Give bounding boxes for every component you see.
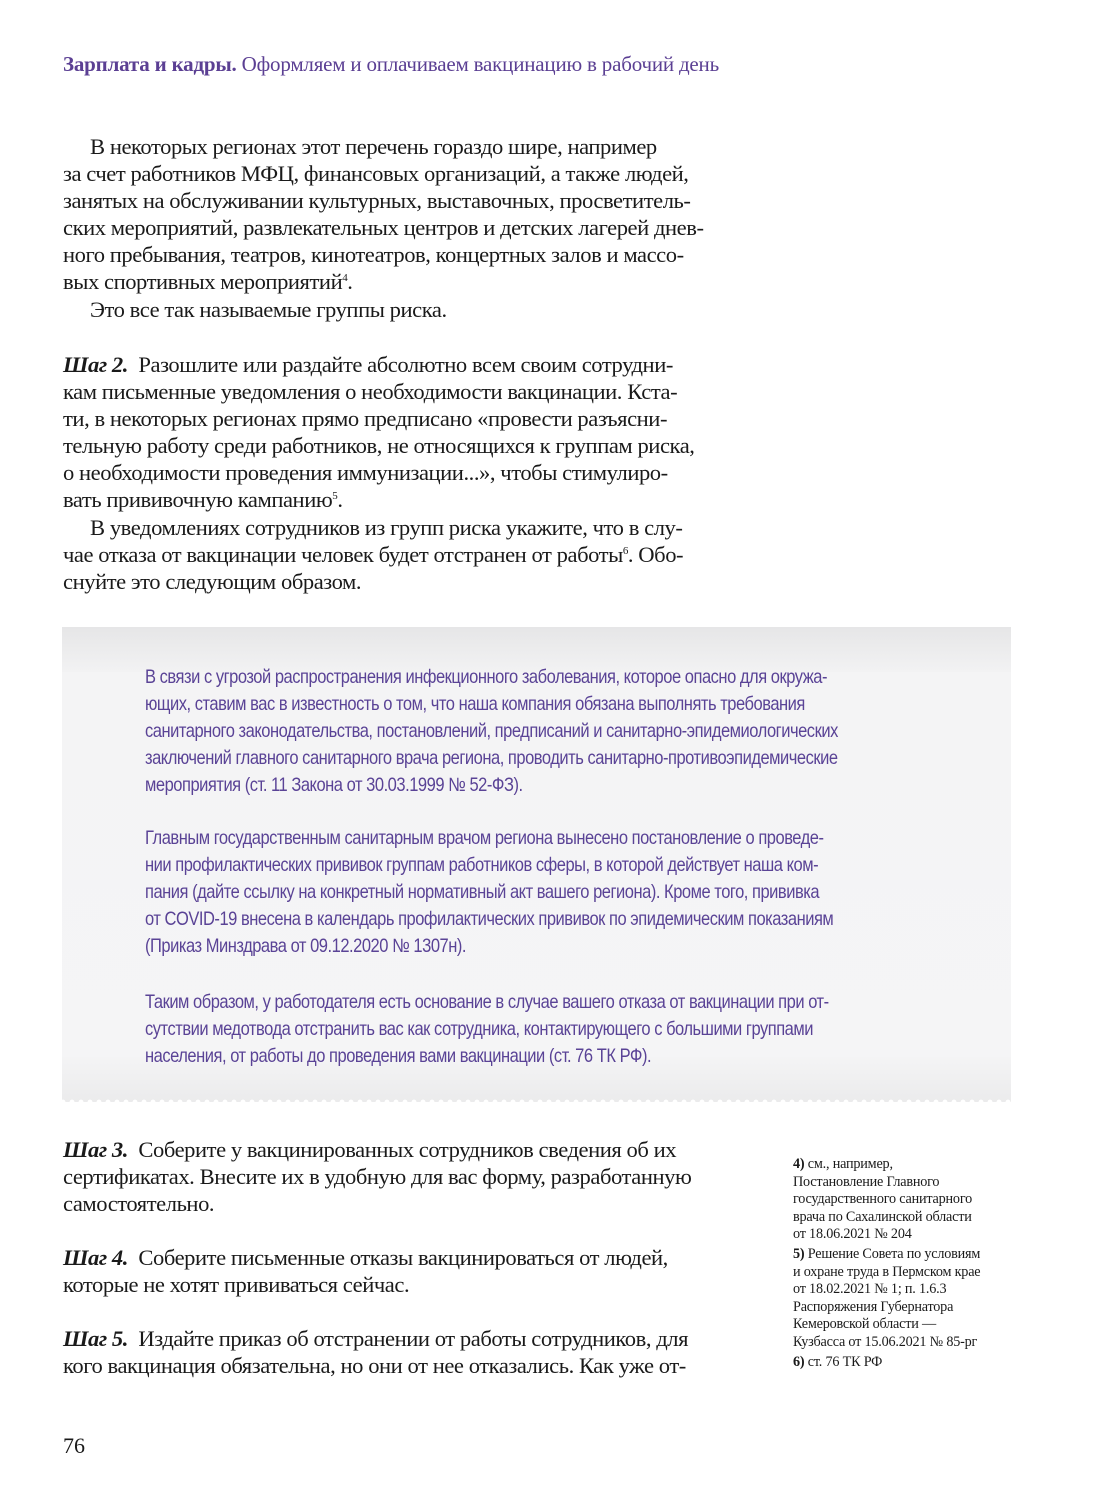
notice-line: сутствии медотвода отстранить вас как сотрудника, контактирующего с большими группами xyxy=(145,1019,814,1040)
text-fragment: Соберите у вакцинированных сотрудников сведения об их xyxy=(138,1137,677,1162)
notice-line: пания (дайте ссылку на конкретный нормативный акт вашего региона). Кроме того, прививка xyxy=(145,882,820,903)
step-4 xyxy=(63,1244,743,1298)
text-fragment: . Обо- xyxy=(627,541,684,567)
text-line: занятых на обслуживании культурных, выставочных, просветитель- xyxy=(63,188,691,214)
article-title: Оформляем и оплачиваем вакцинацию в рабочий день xyxy=(241,52,719,76)
notice-line: Главным государственным санитарным врачом региона вынесено постановление о проведе- xyxy=(145,828,824,849)
text-line: В уведомлениях сотрудников из групп риска укажите, что в слу- xyxy=(90,514,683,540)
footnote-5 xyxy=(793,1246,1023,1352)
text-line xyxy=(63,1136,743,1163)
footnote-text: врача по Сахалинской области xyxy=(793,1208,972,1225)
notice-line: населения, от работы до проведения вами вакцинации (ст. 76 ТК РФ). xyxy=(145,1046,652,1067)
notice-line: от COVID-19 внесена в календарь профилактических прививок по эпидемическим показаниям xyxy=(145,909,834,930)
page-number: 76 xyxy=(63,1433,85,1458)
text-line xyxy=(63,351,743,378)
footnote-text: от 18.02.2021 № 1; п. 1.6.3 xyxy=(793,1281,947,1298)
text-line: снуйте это следующим образом. xyxy=(63,568,362,594)
text-fragment: . xyxy=(347,269,353,295)
footnote-text: Кемеровской области — xyxy=(793,1316,936,1333)
footnote-text: Решение Совета по условиям xyxy=(807,1245,981,1262)
footnote-text: см., например, xyxy=(807,1156,893,1172)
notice-paragraph-3 xyxy=(145,989,829,1070)
text-fragment: Соберите письменные отказы вакцинироваться от людей, xyxy=(138,1245,668,1270)
footnote-text: от 18.06.2021 № 204 xyxy=(793,1226,912,1243)
notice-line: санитарного законодательства, постановлений, предписаний и санитарно-эпидемиологических xyxy=(145,721,838,742)
running-head xyxy=(63,52,719,77)
notice-paragraph-1 xyxy=(145,664,838,799)
footnote-ref[interactable]: 5 xyxy=(332,490,338,503)
text-line: ских мероприятий, развлекательных центров и детских лагерей днев- xyxy=(63,215,704,241)
text-fragment: чае отказа от вакцинации человек будет отстранен от работы xyxy=(63,541,623,567)
text-line: которые не хотят прививаться сейчас. xyxy=(63,1272,410,1298)
step-label: Шаг 2. xyxy=(63,352,128,377)
footnote-text: государственного санитарного xyxy=(793,1191,972,1208)
footnote-number: 6) xyxy=(793,1353,805,1370)
footnote-number: 5) xyxy=(793,1245,805,1262)
text-line xyxy=(63,1244,743,1271)
footnote-ref[interactable]: 4 xyxy=(342,272,348,285)
notice-line: В связи с угрозой распространения инфекционного заболевания, которое опасно для окружа- xyxy=(145,667,828,688)
footnote-text: Постановление Главного xyxy=(793,1173,940,1190)
step-3 xyxy=(63,1136,743,1217)
footnote-text: Кузбасса от 15.06.2021 № 85-рг xyxy=(793,1333,978,1350)
text-line: кам письменные уведомления о необходимости вакцинации. Кста- xyxy=(63,379,678,405)
section-name: Зарплата и кадры. xyxy=(63,52,237,76)
notice-line: ющих, ставим вас в известность о том, что наша компания обязана выполнять требования xyxy=(145,694,805,715)
footnote-text: Распоряжения Губернатора xyxy=(793,1298,954,1315)
text-line: самостоятельно. xyxy=(63,1191,215,1217)
step-label: Шаг 4. xyxy=(63,1245,128,1270)
footnote-text: и охране труда в Пермском крае xyxy=(793,1263,981,1280)
notice-template-box xyxy=(62,627,1011,1102)
text-line: сертификатах. Внесите их в удобную для вас форму, разработанную xyxy=(63,1164,692,1190)
text-line xyxy=(63,486,743,513)
step-label: Шаг 5. xyxy=(63,1326,128,1351)
text-line xyxy=(63,541,743,568)
text-line xyxy=(63,1325,743,1352)
step-label: Шаг 3. xyxy=(63,1137,128,1162)
notice-line: Таким образом, у работодателя есть основание в случае вашего отказа от вакцинации при от- xyxy=(145,992,829,1013)
footnote-4 xyxy=(793,1156,1023,1244)
footnote-ref[interactable]: 6 xyxy=(622,544,628,557)
notice-paragraph-2 xyxy=(145,825,834,960)
notice-line: мероприятия (ст. 11 Закона от 30.03.1999 № 52-ФЗ). xyxy=(145,775,523,796)
step-2 xyxy=(63,351,743,595)
text-line: Это все так называемые группы риска. xyxy=(90,296,447,322)
text-line xyxy=(63,268,743,295)
text-line: кого вакцинация обязательна, но они от нее отказались. Как уже от- xyxy=(63,1353,686,1379)
step-5 xyxy=(63,1325,743,1379)
notice-line: заключений главного санитарного врача региона, проводить санитарно-противоэпидемические xyxy=(145,748,838,769)
notice-line: (Приказ Минздрава от 09.12.2020 № 1307н). xyxy=(145,936,467,957)
footnote-number: 4) xyxy=(793,1156,805,1172)
notice-line: нии профилактических прививок группам работников сферы, в которой действует наша ком- xyxy=(145,855,819,876)
text-fragment: Разошлите или раздайте абсолютно всем своим сотрудни- xyxy=(138,352,673,377)
intro-paragraph xyxy=(63,133,743,323)
text-line: ного пребывания, театров, кинотеатров, концертных залов и массо- xyxy=(63,242,684,268)
text-line: В некоторых регионах этот перечень гораздо шире, например xyxy=(90,134,657,159)
footnote-text: ст. 76 ТК РФ xyxy=(807,1353,883,1370)
text-line: за счет работников МФЦ, финансовых организаций, а также людей, xyxy=(63,161,689,187)
text-line: тельную работу среди работников, не относящихся к группам риска, xyxy=(63,433,695,459)
footnotes xyxy=(793,1156,1023,1373)
text-line: ти, в некоторых регионах прямо предписано «провести разъясни- xyxy=(63,406,668,432)
text-fragment: вых спортивных мероприятий xyxy=(63,269,343,295)
text-line: о необходимости проведения иммунизации...», чтобы стимулиро- xyxy=(63,460,668,486)
footnote-6 xyxy=(793,1354,1023,1372)
text-fragment: Издайте приказ об отстранении от работы сотрудников, для xyxy=(138,1326,689,1351)
text-fragment: вать прививочную кампанию xyxy=(63,487,333,513)
text-fragment: . xyxy=(337,487,343,513)
